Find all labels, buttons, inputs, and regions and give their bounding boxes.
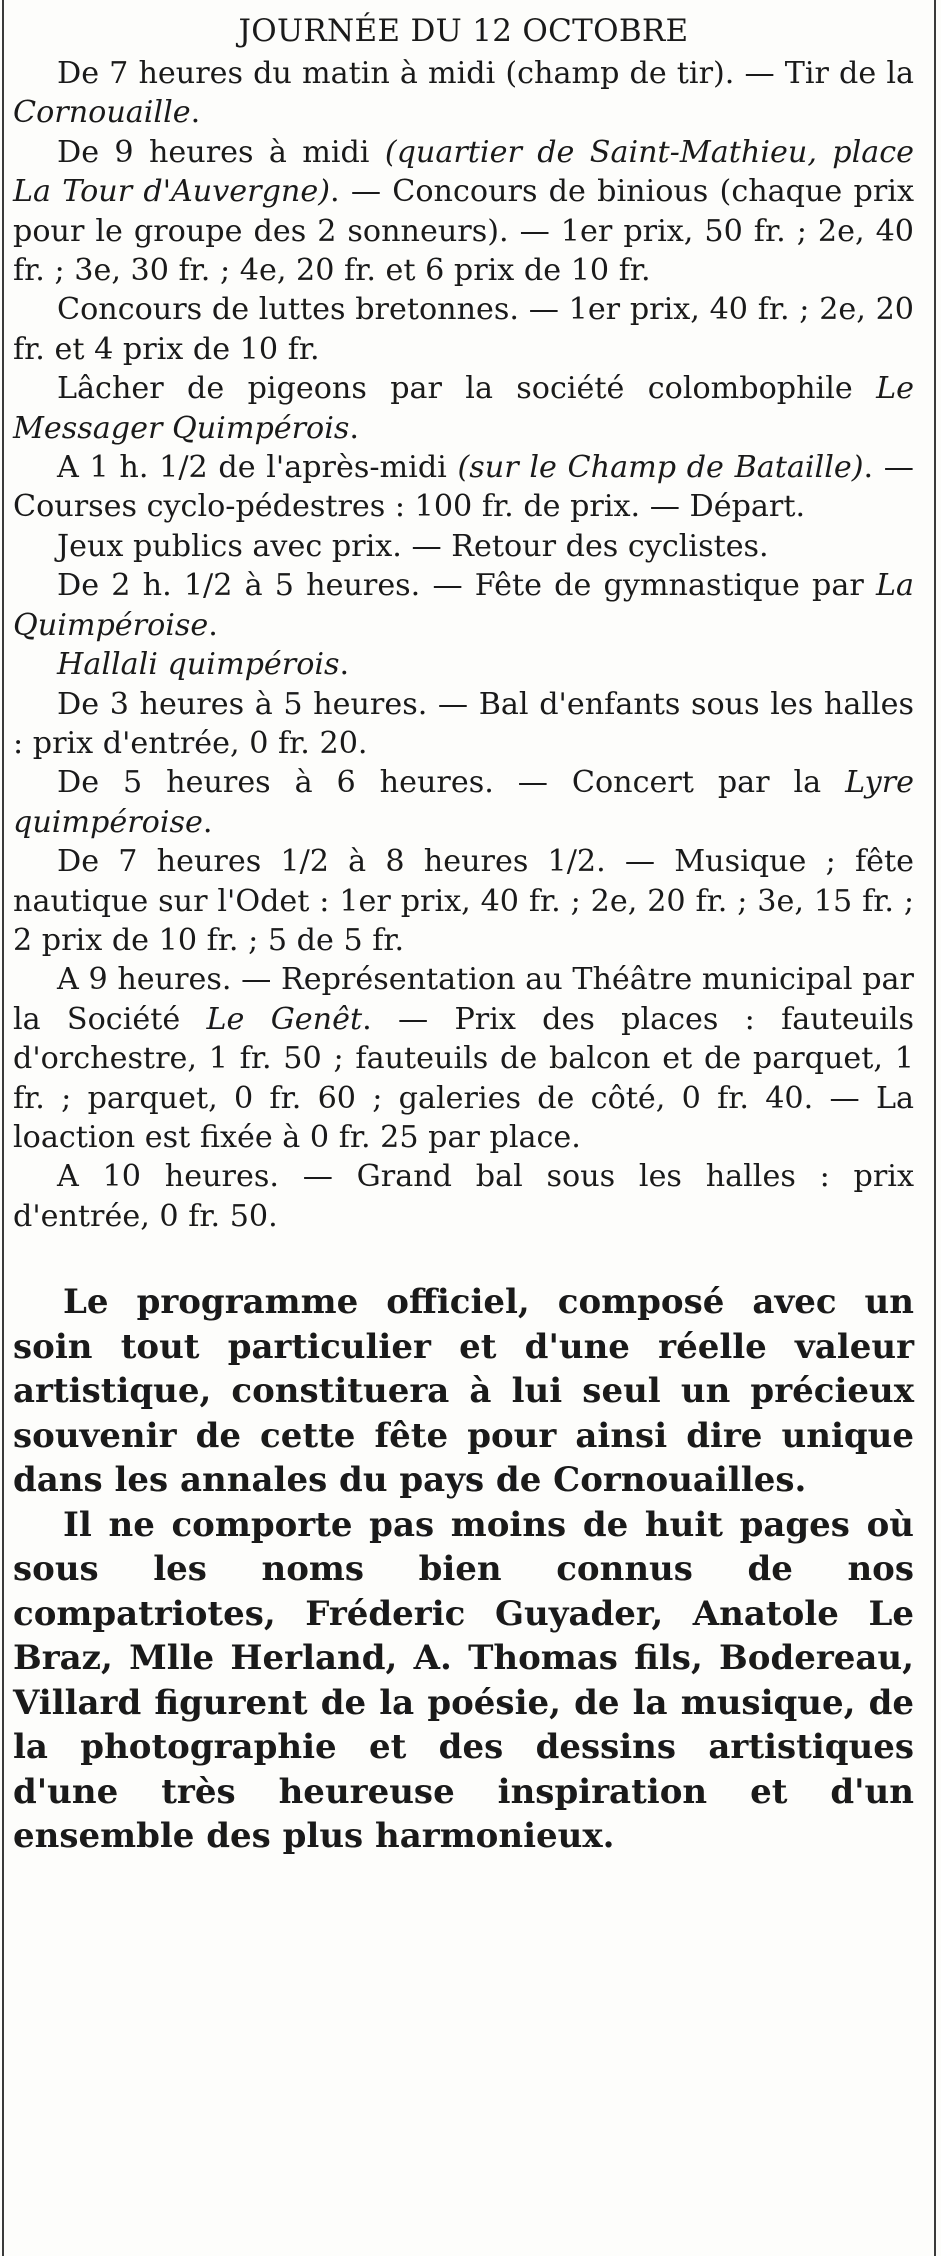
italic-run: Cornouaille [13, 95, 191, 131]
program-entry [13, 448, 914, 527]
text-run: . [349, 410, 359, 446]
italic-run: La Quimpéroise [13, 568, 914, 643]
program-entry [13, 1157, 914, 1236]
text-run: De 5 heures à 6 heures. — Concert par la [57, 765, 846, 801]
closing-paragraph-2: Il ne comporte pas moins de huit pages où sous les noms bien connus de nos compatriotes, Fréderic Guyader, Anatole Le Braz, Mlle Herland, A. Thomas fils, Bodereau, Villard figurent de la poésie, de la musique, de la photographie et des dessins artistiques d'une très heureuse inspiration et d'un ensemble des plus harmonieux. [13, 1504, 914, 1857]
program-entry [13, 54, 914, 133]
program-entry [13, 527, 914, 566]
text-run: A 9 heures. — Représentation au Théâtre municipal par la Société [13, 962, 914, 1037]
italic-run: (quartier de Saint-Mathieu, place La Tour d'Auvergne) [13, 134, 915, 210]
text-run: Lâcher de pigeons par la société colombophile [57, 371, 877, 407]
text-run: Concours de luttes bretonnes. — 1er prix, 40 fr. ; 2e, 20 fr. et 4 prix de 10 fr. [13, 292, 914, 367]
italic-run: Lyre quimpéroise [13, 765, 914, 840]
text-run: . [190, 95, 201, 131]
text-run: . [339, 647, 350, 683]
text-run: De 7 heures 1/2 à 8 heures 1/2. — Musique ; fête nautique sur l'Odet : 1er prix, 40 fr. ; 2e, 20 fr. ; 3e, 15 fr. ; 2 prix de 10 fr. ; 5 de 5 fr. [13, 844, 914, 958]
column-rule-right [934, 0, 936, 2256]
section-heading: JOURNÉE DU 12 OCTOBRE [238, 13, 689, 49]
text-run: Jeux publics avec prix. — Retour des cyclistes. [57, 528, 769, 564]
text-run: . — Prix des places : fauteuils d'orchestre, 1 fr. 50 ; fauteuils de balcon et de parquet, 1 fr. ; parquet, 0 fr. 60 ; galeries de côté, 0 fr. 40. — La loaction est fixée à 0 fr. 25 par place. [13, 1001, 914, 1155]
text-run: . [202, 804, 213, 840]
program-entry [13, 685, 914, 764]
section-gap [13, 1236, 914, 1280]
program-entry [13, 763, 914, 842]
italic-run: Le Genêt [206, 1001, 363, 1037]
program-entry [13, 290, 914, 369]
text-run: De 3 heures à 5 heures. — Bal d'enfants sous les halles : prix d'entrée, 0 fr. 20. [13, 686, 914, 761]
column-rule-left [2, 0, 4, 2256]
text-run: . — Concours de binious (chaque prix pour le groupe des 2 sonneurs). — 1er prix, 50 fr. ; 2e, 40 fr. ; 3e, 30 fr. ; 4e, 20 fr. et 6 prix de 10 fr. [13, 174, 914, 289]
text-run: De 2 h. 1/2 à 5 heures. — Fête de gymnastique par [57, 568, 876, 604]
program-entry [13, 566, 914, 645]
program-list [13, 54, 914, 1236]
program-entry [13, 960, 914, 1157]
program-entry [13, 369, 914, 448]
text-run: A 10 heures. — Grand bal sous les halles : prix d'entrée, 0 fr. 50. [13, 1159, 914, 1234]
program-entry [13, 645, 914, 684]
text-run: De 9 heures à midi [57, 134, 385, 170]
text-run: A 1 h. 1/2 de l'après-midi [57, 450, 458, 486]
italic-run: Hallali quimpérois [57, 647, 340, 683]
text-run: . [208, 607, 218, 643]
text-run: . — Courses cyclo-pédestres : 100 fr. de prix. — Départ. [13, 450, 914, 525]
italic-run: Le Messager Quimpérois [13, 371, 914, 446]
program-entry [13, 133, 914, 291]
program-entry [13, 842, 914, 960]
text-run: De 7 heures du matin à midi (champ de tir). — Tir de la [57, 56, 914, 91]
italic-run: (sur le Champ de Bataille) [457, 450, 864, 486]
closing-paragraph-1: Le programme officiel, composé avec un soin tout particulier et d'une réelle valeur artistique, constituera à lui seul un précieux souvenir de cette fête pour ainsi dire unique dans les annales du pays de Cornouailles. [13, 1282, 914, 1501]
